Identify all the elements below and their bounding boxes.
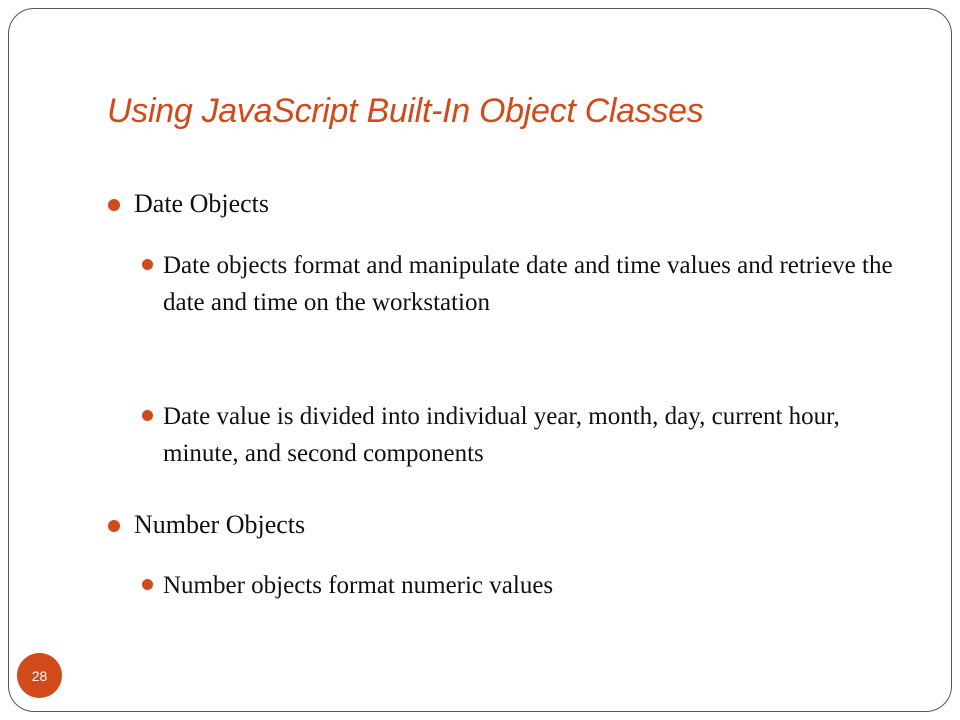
sub-bullet-text: Date value is divided into individual year, month, day, current hour, minute, and second components xyxy=(163,403,840,467)
sub-bullet-number-format xyxy=(141,567,901,604)
sub-bullet-text: Number objects format numeric values xyxy=(163,572,554,599)
bullet-text: Date Objects xyxy=(134,189,270,218)
page-number-badge: 28 xyxy=(17,653,62,698)
sub-bullet-date-format xyxy=(141,247,901,321)
bullet-dot-icon xyxy=(108,520,120,532)
bullet-dot-icon xyxy=(142,579,153,590)
sub-bullet-date-components xyxy=(141,398,901,472)
slide-title: Using JavaScript Built-In Object Classes xyxy=(107,92,704,130)
bullet-number-objects xyxy=(107,508,305,542)
bullet-dot-icon xyxy=(142,410,153,421)
bullet-dot-icon xyxy=(108,199,120,211)
bullet-text: Number Objects xyxy=(134,510,306,539)
bullet-dot-icon xyxy=(142,259,153,270)
sub-bullet-text: Date objects format and manipulate date and time values and retrieve the date and time on the workstation xyxy=(163,252,893,316)
bullet-date-objects xyxy=(107,187,269,221)
